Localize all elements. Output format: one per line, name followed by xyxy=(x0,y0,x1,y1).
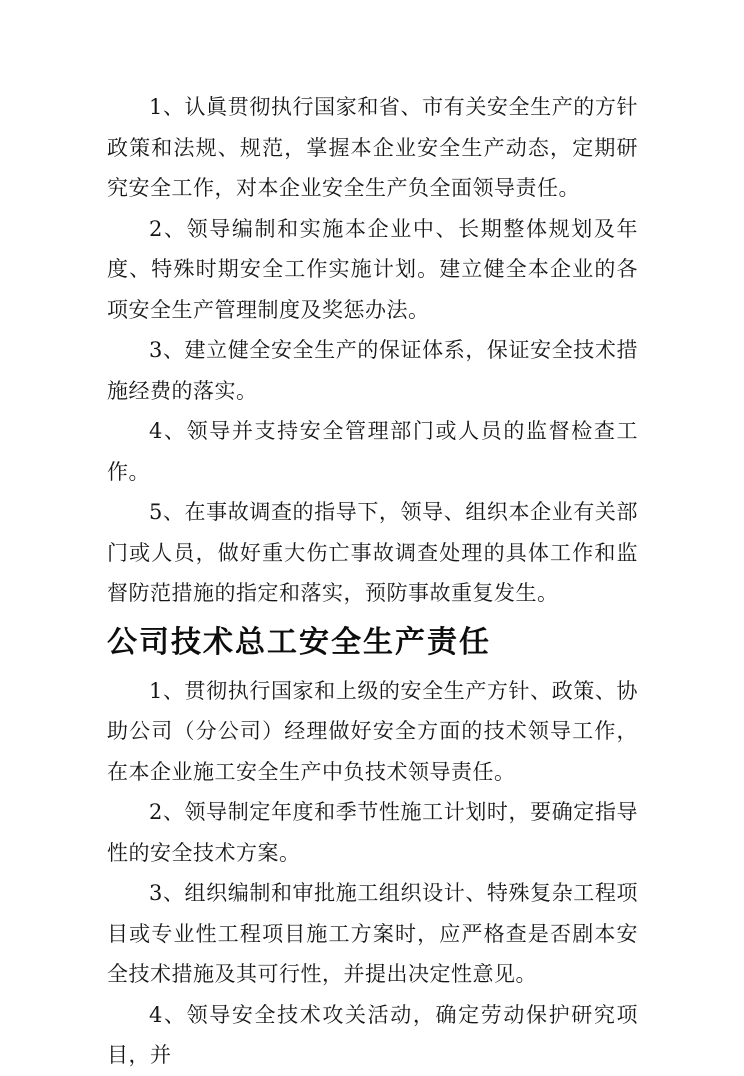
section-paragraph-1: 1、贯彻执行国家和上级的安全生产方针、政策、协助公司（分公司）经理做好安全方面的技术领导工作，在本企业施工安全生产中负技术领导责任。 xyxy=(107,678,638,784)
section-paragraph-4: 4、领导安全技术攻关活动，确定劳动保护研究项目，并 xyxy=(107,1002,638,1067)
intro-paragraph-3: 3、建立健全安全生产的保证体系，保证安全技术措施经费的落实。 xyxy=(107,338,638,403)
intro-paragraph-1: 1、认眞贯彻执行国家和省、市有关安全生产的方针政策和法规、规范，掌握本企业安全生产动态，定期研究安全工作，对本企业安全生产负全面领导责任。 xyxy=(107,95,638,200)
section-heading: 公司技术总工安全生产责任 xyxy=(107,624,491,660)
intro-paragraph-5: 5、在事故调查的指导下，领导、组织本企业有关部门或人员，做好重大伤亡事故调查处理的具体工作和监督防范措施的指定和落实，预防事故重复发生。 xyxy=(107,500,638,605)
section-paragraph-3: 3、组织编制和审批施工组织设计、特殊复杂工程项目或专业性工程项目施工方案时，应严格查是否剧本安全技术措施及其可行性，并提出决定性意见。 xyxy=(107,881,638,986)
intro-paragraph-4: 4、领导并支持安全管理部门或人员的监督检查工作。 xyxy=(107,419,638,484)
section-paragraph-2: 2、领导制定年度和季节性施工计划时，要确定指导性的安全技术方案。 xyxy=(107,800,638,865)
document-body xyxy=(107,87,638,1076)
intro-paragraph-2: 2、领导编制和实施本企业中、长期整体规划及年度、特殊时期安全工作实施计划。建立健全本企业的各项安全生产管理制度及奖惩办法。 xyxy=(107,216,638,322)
